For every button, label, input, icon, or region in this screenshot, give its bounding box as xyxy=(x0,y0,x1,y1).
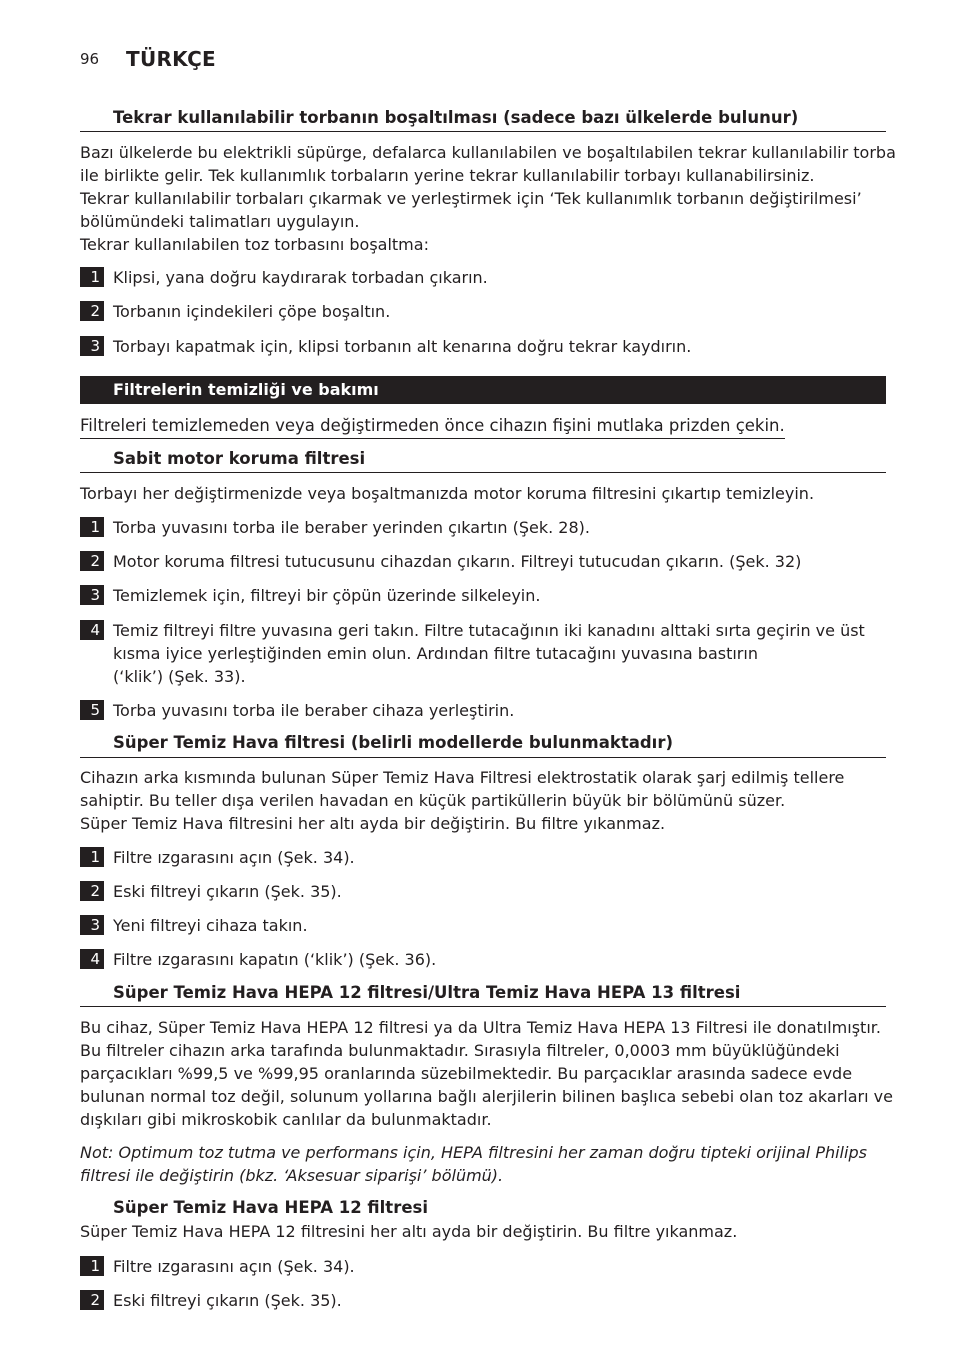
note-hepa xyxy=(80,1141,867,1187)
section-title-hepa-12: Süper Temiz Hava HEPA 12 filtresi xyxy=(113,1198,428,1217)
section-rule xyxy=(80,131,886,132)
text-line: Süper Temiz Hava filtresini her altı ayda bir değiştirin. Bu filtre yıkanmaz. xyxy=(80,814,666,833)
paragraph-hepa xyxy=(80,1016,893,1131)
step-number: 1 xyxy=(80,517,104,537)
text-line: ile birlikte gelir. Tek kullanımlık torbaların yerine tekrar kullanılabilir torbayı kullanabilirsiniz. xyxy=(80,166,815,185)
section-bar-title: Filtrelerin temizliği ve bakımı xyxy=(113,380,379,399)
paragraph-reusable-bag xyxy=(80,141,896,256)
note-line: Not: Optimum toz tutma ve performans için, HEPA filtresini her zaman doğru tipteki orijinal Philips xyxy=(80,1143,867,1162)
step-text: Torba yuvasını torba ile beraber cihaza yerleştirin. xyxy=(113,701,515,720)
section-title-reusable-bag: Tekrar kullanılabilir torbanın boşaltılması (sadece bazı ülkelerde bulunur) xyxy=(113,108,799,127)
step-text: Motor koruma filtresi tutucusunu cihazdan çıkarın. Filtreyi tutucudan çıkarın. (Şek. 32) xyxy=(113,552,802,571)
step-text: Eski filtreyi çıkarın (Şek. 35). xyxy=(113,882,342,901)
step-text: Temizlemek için, filtreyi bir çöpün üzerinde silkeleyin. xyxy=(113,586,541,605)
note-line: filtresi ile değiştirin (bkz. ‘Aksesuar siparişi’ bölümü). xyxy=(80,1166,504,1185)
step-number: 4 xyxy=(80,620,104,640)
text-line: bölümündeki talimatları uygulayın. xyxy=(80,212,360,231)
step-number: 2 xyxy=(80,551,104,571)
warning-text: Filtreleri temizlemeden veya değiştirmeden önce cihazın fişini mutlaka prizden çekin. xyxy=(80,414,785,439)
step-text: Torbanın içindekileri çöpe boşaltın. xyxy=(113,302,391,321)
section-title-motor-filter: Sabit motor koruma filtresi xyxy=(113,449,366,468)
step-number: 4 xyxy=(80,949,104,969)
text-line: sahiptir. Bu teller dışa verilen havadan en küçük partiküllerin büyük bir bölümünü süzer. xyxy=(80,791,786,810)
step-number: 1 xyxy=(80,1256,104,1276)
page-number: 96 xyxy=(80,50,100,68)
text-line: Tekrar kullanılabilir torbaları çıkarmak ve yerleştirmek için ‘Tek kullanımlık torbanın değiştirilmesi’ xyxy=(80,189,862,208)
section-bar-filters xyxy=(80,376,886,404)
step-text: (‘klik’) (Şek. 33). xyxy=(113,667,246,686)
step-text: Filtre ızgarasını açın (Şek. 34). xyxy=(113,1257,355,1276)
section-rule xyxy=(80,472,886,473)
text-line: dışkıları gibi mikroskobik canlılar da bulunmaktadır. xyxy=(80,1110,492,1129)
section-rule xyxy=(80,1006,886,1007)
step-text: Yeni filtreyi cihaza takın. xyxy=(113,916,308,935)
step-number: 1 xyxy=(80,267,104,287)
step-text: Klipsi, yana doğru kaydırarak torbadan çıkarın. xyxy=(113,268,488,287)
text-line: Bazı ülkelerde bu elektrikli süpürge, defalarca kullanılabilen ve boşaltılabilen tekrar kullanılabilir torba xyxy=(80,143,896,162)
step-number: 3 xyxy=(80,585,104,605)
paragraph-motor-filter: Torbayı her değiştirmenizde veya boşaltmanızda motor koruma filtresini çıkartıp temizleyin. xyxy=(80,484,815,503)
language-heading: TÜRKÇE xyxy=(126,47,217,71)
text-line: Tekrar kullanılabilen toz torbasını boşaltma: xyxy=(80,235,429,254)
step-text: kısma iyice yerleştiğinden emin olun. Ardından filtre tutacağını yuvasına bastırın xyxy=(113,644,758,663)
step-text: Eski filtreyi çıkarın (Şek. 35). xyxy=(113,1291,342,1310)
step-text: Torbayı kapatmak için, klipsi torbanın alt kenarına doğru tekrar kaydırın. xyxy=(113,337,692,356)
step-number: 2 xyxy=(80,301,104,321)
step-number: 3 xyxy=(80,915,104,935)
paragraph-super-clean-air xyxy=(80,766,886,835)
step-text: Torba yuvasını torba ile beraber yerinden çıkartın (Şek. 28). xyxy=(113,518,590,537)
step-number: 2 xyxy=(80,881,104,901)
step-number: 3 xyxy=(80,336,104,356)
step-number: 1 xyxy=(80,847,104,867)
text-line: bulunan normal toz değil, solunum yollarına bağlı alerjilerin bilinen başlıca sebebi olan toz akarları ve xyxy=(80,1087,893,1106)
step-text: Filtre ızgarasını açın (Şek. 34). xyxy=(113,848,355,867)
text-line: parçacıkları %99,5 ve %99,95 oranlarında süzebilmektedir. Bu parçacıklar arasında sadece evde xyxy=(80,1064,853,1083)
step-text: Filtre ızgarasını kapatın (‘klik’) (Şek. 36). xyxy=(113,950,437,969)
step-number: 2 xyxy=(80,1290,104,1310)
section-title-super-clean-air: Süper Temiz Hava filtresi (belirli modellerde bulunmaktadır) xyxy=(113,733,674,752)
text-line: Bu cihaz, Süper Temiz Hava HEPA 12 filtresi ya da Ultra Temiz Hava HEPA 13 Filtresi ile donatılmıştır. xyxy=(80,1018,881,1037)
section-title-hepa: Süper Temiz Hava HEPA 12 filtresi/Ultra Temiz Hava HEPA 13 filtresi xyxy=(113,983,741,1002)
section-rule xyxy=(80,757,886,758)
text-line: Cihazın arka kısmında bulunan Süper Temiz Hava Filtresi elektrostatik olarak şarj edilmiş tellere xyxy=(80,768,845,787)
step-text: Temiz filtreyi filtre yuvasına geri takın. Filtre tutacağının iki kanadını alttaki sırta geçirin ve üst xyxy=(113,621,865,640)
text-line: Bu filtreler cihazın arka tarafında bulunmaktadır. Sırasıyla filtreler, 0,0003 mm büyüklüğündeki xyxy=(80,1041,840,1060)
step-number: 5 xyxy=(80,700,104,720)
paragraph-hepa-12: Süper Temiz Hava HEPA 12 filtresini her altı ayda bir değiştirin. Bu filtre yıkanmaz. xyxy=(80,1222,738,1241)
